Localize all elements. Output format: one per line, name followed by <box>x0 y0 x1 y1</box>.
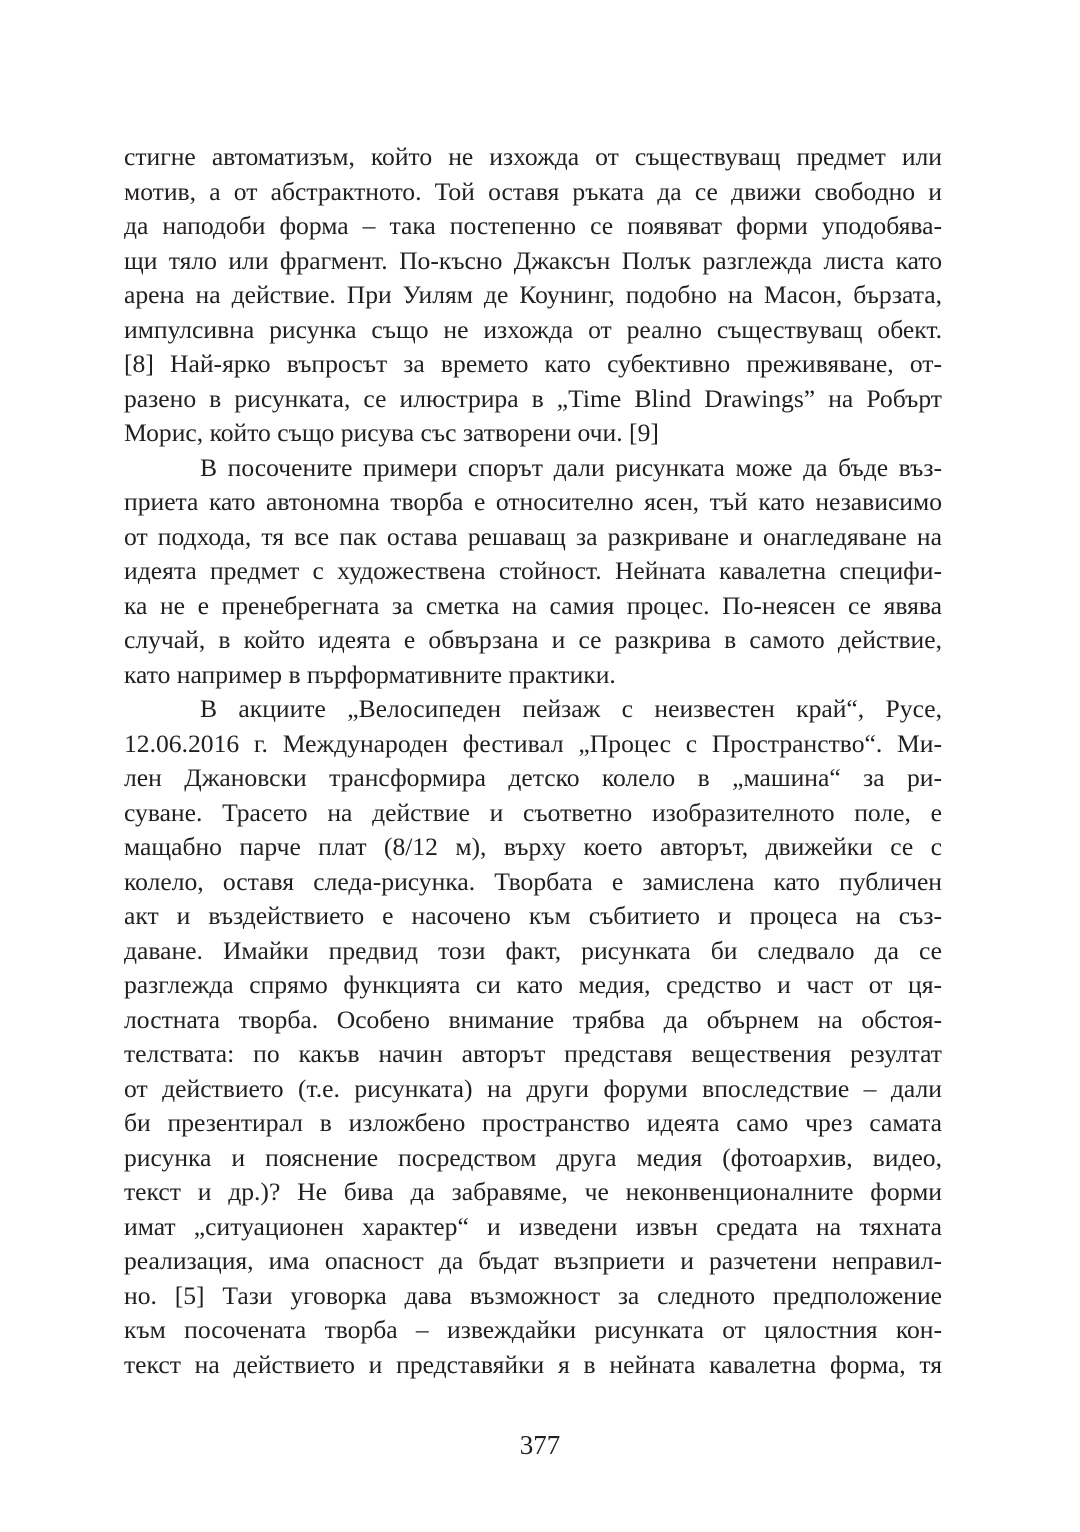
paragraph-3-line-8: даване. Имайки предвид този факт, рисунката би следвало да се <box>124 935 942 965</box>
paragraph-1-line-9: Морис, който също рисува със затворени очи. [9] <box>124 418 659 447</box>
paragraph-3-line-6: колело, оставя следа-рисунка. Творбата е замислена като публичен <box>124 866 942 896</box>
paragraph-2-line-3: от подхода, тя все пак остава решаващ за разкриване и онагледяване на <box>124 521 942 551</box>
paragraph-1-line-4: щи тяло или фрагмент. По-късно Джаксън Полък разглежда листа като <box>124 245 942 275</box>
paragraph-3-line-1: В акциите „Велосипеден пейзаж с неизвестен край“, Русе, <box>200 694 942 723</box>
page-number: 377 <box>519 1430 561 1460</box>
paragraph-2-line-2: приета като автономна творба е относително ясен, тъй като независимо <box>124 487 942 516</box>
paragraph-3-line-9: разглежда спрямо функцията си като медия, средство и част от ця- <box>124 970 942 999</box>
paragraph-2-line-1: В посочените примери спорът дали рисунката може да бъде въз- <box>200 452 942 482</box>
paragraph-3-line-20: текст на действието и представяйки я в нейната кавалетна форма, тя <box>124 1349 942 1379</box>
paragraph-3-line-17: реализация, има опасност да бъдат възприети и разчетени неправил- <box>124 1246 942 1275</box>
paragraph-3-line-3: лен Джановски трансформира детско колело в „машина“ за ри- <box>124 763 942 792</box>
paragraph-3-line-10: лостната творба. Особено внимание трябва да обърнем на обстоя- <box>124 1004 942 1034</box>
paragraph-3-line-15: текст и др.)? Не бива да забравяме, че неконвенционалните форми <box>124 1177 942 1206</box>
paragraph-3-line-14: рисунка и пояснение посредством друга медия (фотоархив, видео, <box>124 1142 942 1172</box>
paragraph-3-line-16: имат „ситуационен характер“ и изведени извън средата на тяхната <box>124 1211 942 1241</box>
paragraph-1-line-5: арена на действие. При Уилям де Коунинг, подобно на Масон, бързата, <box>124 280 942 309</box>
paragraph-3-line-12: от действието (т.е. рисунката) на други форуми впоследствие – дали <box>124 1073 942 1103</box>
paragraph-1-line-3: да наподоби форма – така постепенно се появяват форми уподобява- <box>124 211 942 240</box>
paragraph-3-line-11: телствата: по какъв начин авторът представя веществения резултат <box>124 1039 942 1068</box>
body-text <box>124 140 942 1382</box>
paragraph-3-line-19: към посочената творба – извеждайки рисунката от цялостния кон- <box>124 1315 942 1344</box>
paragraph-3-line-4: суване. Трасето на действие и съответно изобразителното поле, е <box>124 797 942 827</box>
paragraph-1-line-1: стигне автоматизъм, който не изхожда от съществуващ предмет или <box>124 142 942 171</box>
paragraph-2-line-4: идеята предмет с художествена стойност. Нейната кавалетна специфи- <box>124 556 942 585</box>
paragraph-1-line-7: [8] Най-ярко въпросът за времето като субективно преживяване, от- <box>124 349 942 378</box>
paragraph-1-line-8: разено в рисунката, се илюстрира в „Time Blind Drawings” на Робърт <box>124 383 942 413</box>
paragraph-3-line-5: мащабно парче плат (8/12 м), върху което авторът, движейки се с <box>124 832 942 861</box>
paragraph-3-line-13: би презентирал в изложбено пространство идеята само чрез самата <box>124 1108 942 1137</box>
paragraph-2-line-5: ка не е пренебрегната за сметка на самия процес. По-неясен се явява <box>124 590 942 620</box>
paragraph-3-line-2: 12.06.2016 г. Международен фестивал „Процес с Пространство“. Ми- <box>124 728 942 758</box>
paragraph-1-line-6: импулсивна рисунка също не изхожда от реално съществуващ обект. <box>124 314 942 344</box>
paragraph-2-line-6: случай, в който идеята е обвързана и се разкрива в самото действие, <box>124 625 942 654</box>
paragraph-2-line-7: като например в пърформативните практики. <box>124 659 616 689</box>
paragraph-1-line-2: мотив, а от абстрактното. Той оставя ръката да се движи свободно и <box>124 176 942 206</box>
paragraph-3-line-18: но. [5] Тази уговорка дава възможност за следното предположение <box>124 1280 942 1310</box>
paragraph-3-line-7: акт и въздействието е насочено към събитието и процеса на съз- <box>124 901 942 930</box>
